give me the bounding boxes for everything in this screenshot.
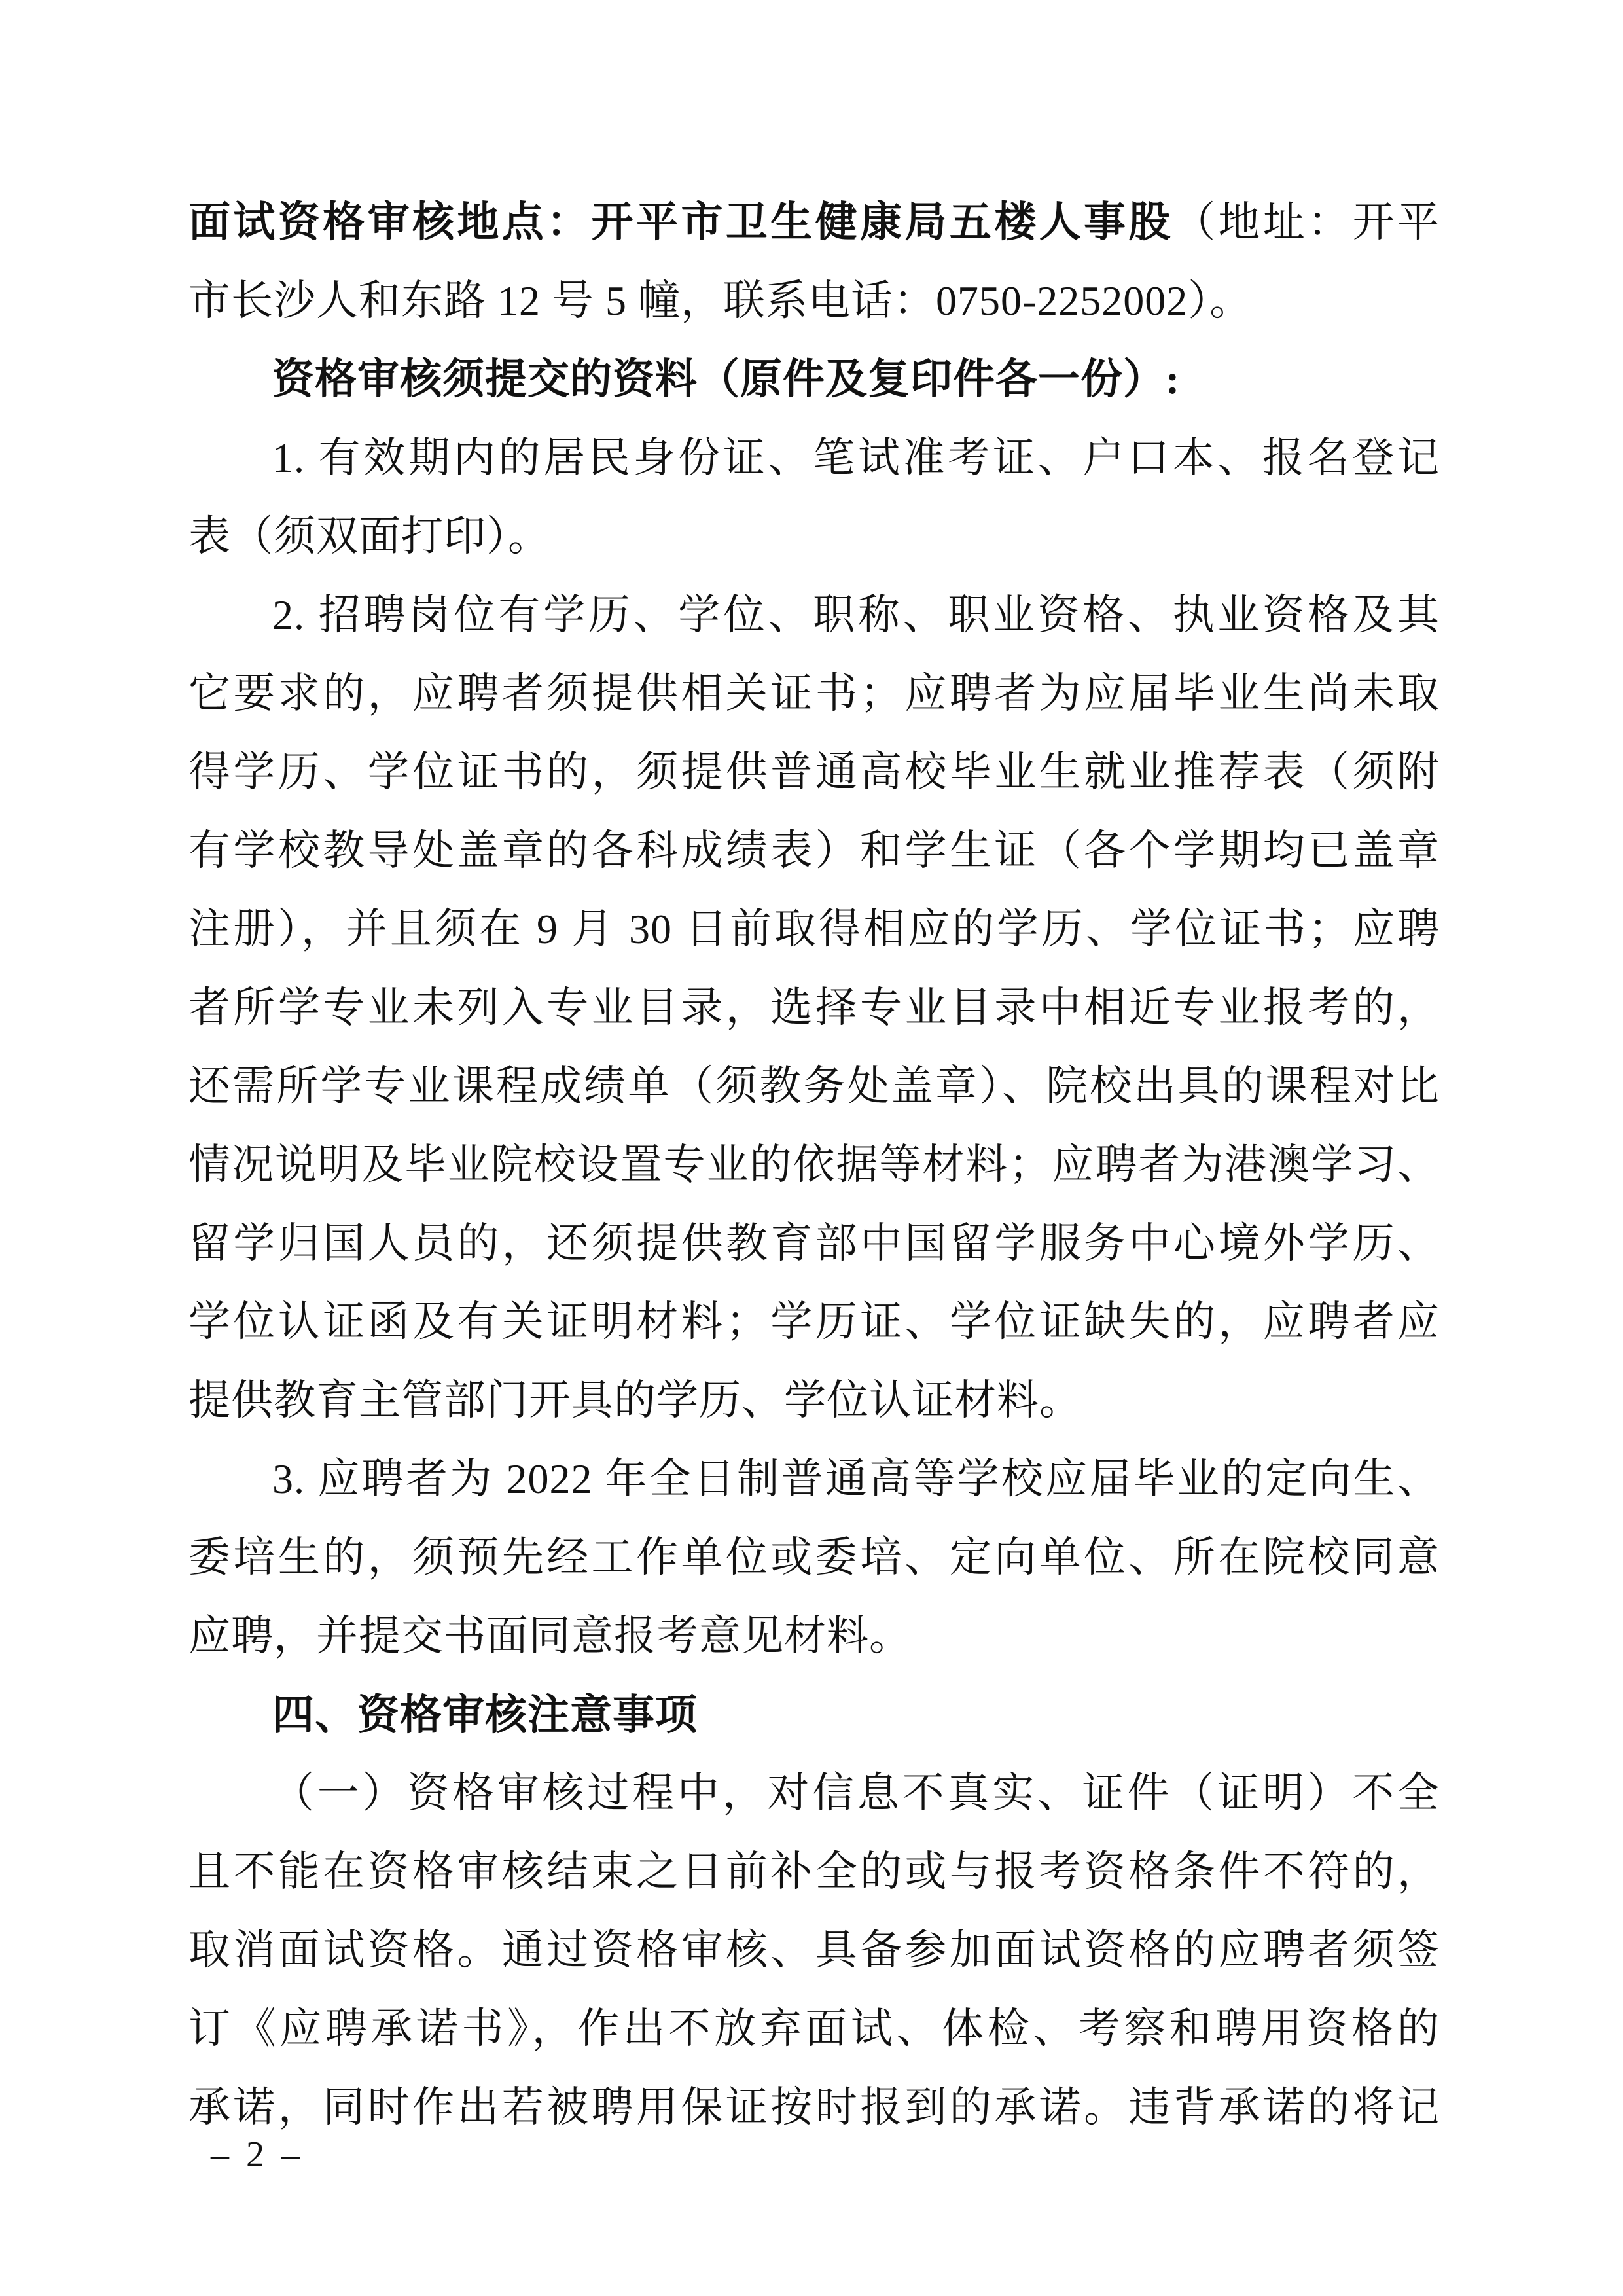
item2-line9: 留学归国人员的，还须提供教育部中国留学服务中心境外学历、 <box>188 1220 1440 1266</box>
item2-line5: 注册），并且须在 9 月 30 日前取得相应的学历、学位证书；应聘 <box>188 906 1440 952</box>
item2-line8: 情况说明及毕业院校设置专业的依据等材料；应聘者为港澳学习、 <box>188 1141 1440 1188</box>
item2-line11: 提供教育主管部门开具的学历、学位认证材料。 <box>188 1377 1082 1424</box>
section4-para1-line1: （一）资格审核过程中，对信息不真实、证件（证明）不全 <box>272 1770 1440 1816</box>
item2-line3: 得学历、学位证书的，须提供普通高校毕业生就业推荐表（须附 <box>188 749 1440 795</box>
section4-para1-line3: 取消面试资格。通过资格审核、具备参加面试资格的应聘者须签 <box>188 1927 1440 1973</box>
item2-line1: 2. 招聘岗位有学历、学位、职称、职业资格、执业资格及其 <box>272 592 1440 638</box>
interview-review-location-line <box>188 183 1440 262</box>
document-body <box>188 183 1440 2147</box>
section4-heading: 四、资格审核注意事项 <box>272 1691 698 1738</box>
item3-line3: 应聘，并提交书面同意报考意见材料。 <box>188 1613 912 1659</box>
item2-line4: 有学校教导处盖章的各科成绩表）和学生证（各个学期均已盖章 <box>188 827 1440 874</box>
item2-line10: 学位认证函及有关证明材料；学历证、学位证缺失的，应聘者应 <box>188 1299 1440 1345</box>
interview-review-location-label: 面试资格审核地点：开平市卫生健康局五楼人事股 <box>188 199 1173 245</box>
materials-required-heading: 资格审核须提交的资料（原件及复印件各一份）: <box>272 356 1181 403</box>
item3-line2: 委培生的，须预先经工作单位或委培、定向单位、所在院校同意 <box>188 1534 1440 1581</box>
page-number: – 2 – <box>211 2134 304 2175</box>
item3-line1: 3. 应聘者为 2022 年全日制普通高等学校应届毕业的定向生、 <box>272 1456 1440 1502</box>
item2-line7: 还需所学专业课程成绩单（须教务处盖章）、院校出具的课程对比 <box>188 1063 1440 1109</box>
item1-line2: 表（须双面打印）。 <box>188 513 550 560</box>
item1-line1: 1. 有效期内的居民身份证、笔试准考证、户口本、报名登记 <box>272 435 1440 481</box>
section4-para1-line4: 订《应聘承诺书》，作出不放弃面试、体检、考察和聘用资格的 <box>188 2005 1440 2052</box>
location-address-continuation-line: 市长沙人和东路 12 号 5 幢，联系电话：0750-2252002）。 <box>188 278 1253 324</box>
section4-para1-line5: 承诺，同时作出若被聘用保证按时报到的承诺。违背承诺的将记 <box>188 2084 1440 2130</box>
item2-line6: 者所学专业未列入专业目录，选择专业目录中相近专业报考的， <box>188 984 1440 1031</box>
section4-para1-line2: 且不能在资格审核结束之日前补全的或与报考资格条件不符的， <box>188 1848 1440 1895</box>
location-address-start: （地址：开平 <box>1173 199 1440 245</box>
item2-line2: 它要求的，应聘者须提供相关证书；应聘者为应届毕业生尚未取 <box>188 670 1440 717</box>
